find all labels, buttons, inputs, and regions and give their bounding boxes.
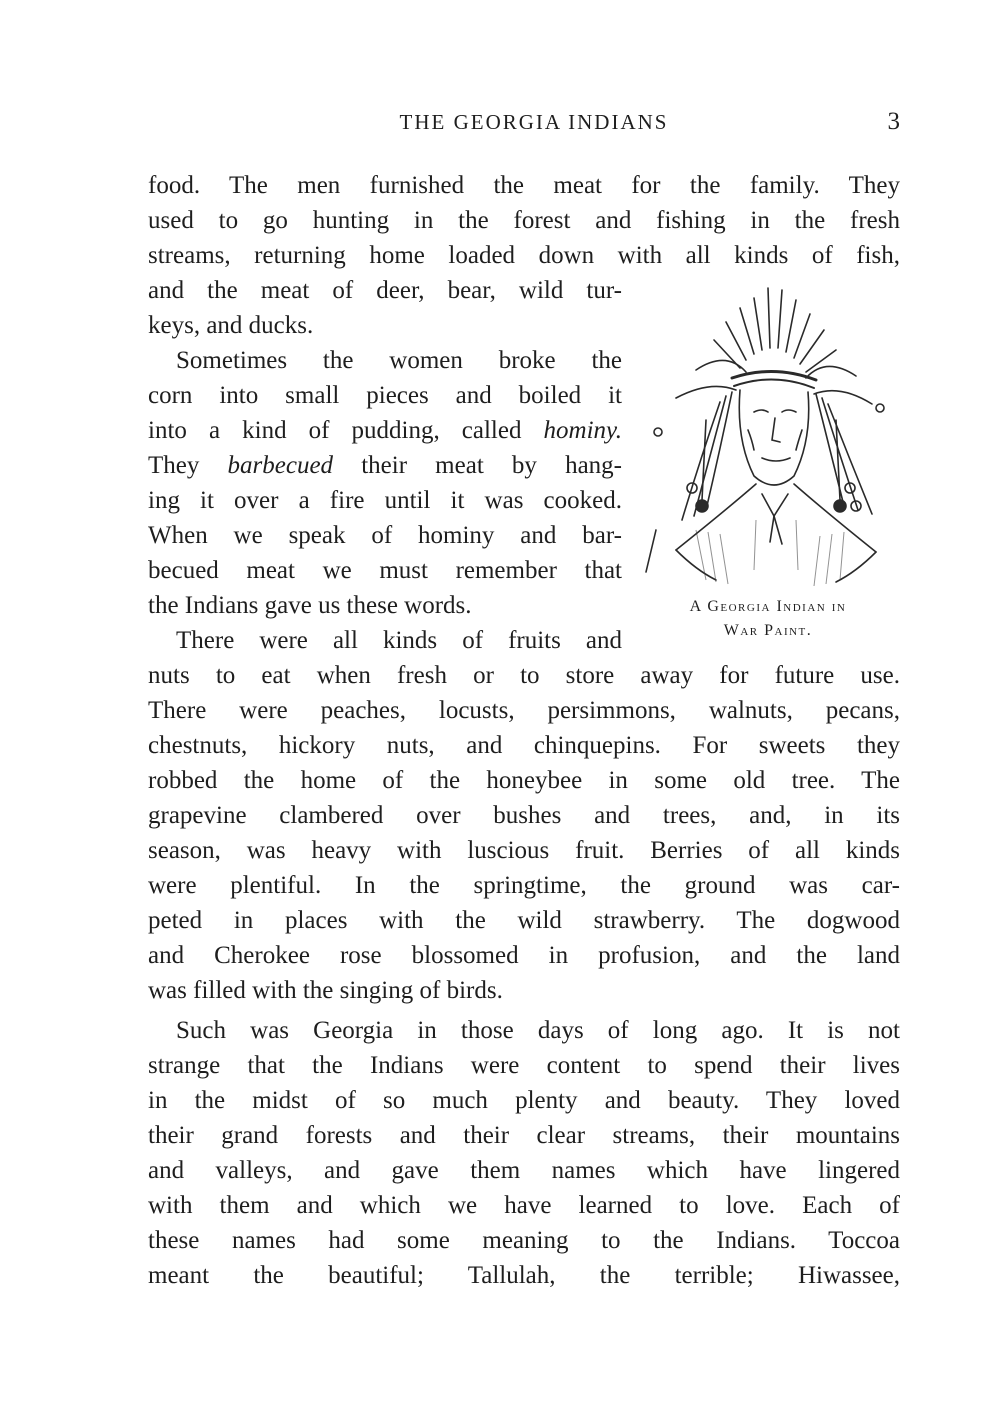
text-line: strange that the Indians were content to spend their lives: [148, 1052, 900, 1079]
text-line: with them and which we have learned to love. Each of: [148, 1192, 900, 1219]
text-line: [148, 413, 622, 448]
illustration-figure: [636, 280, 900, 650]
text-line: keys, and ducks.: [148, 312, 314, 339]
text-line: food. The men furnished the meat for the family. They: [148, 172, 900, 199]
italic-term-hominy: hominy.: [543, 417, 622, 444]
text-line: and valleys, and gave them names which have lingered: [148, 1157, 900, 1184]
text-line: grapevine clambered over bushes and trees, and, in its: [148, 802, 900, 829]
paragraph-start-line: There were all kinds of fruits and: [176, 627, 622, 654]
text-line: and Cherokee rose blossomed in profusion, and the land: [148, 942, 900, 969]
text-line: nuts to eat when fresh or to store away for future use.: [148, 662, 900, 689]
text-span: They: [148, 452, 228, 479]
page-number: 3: [887, 108, 900, 135]
text-line: the Indians gave us these words.: [148, 592, 472, 619]
text-line: used to go hunting in the forest and fishing in the fresh: [148, 207, 900, 234]
text-line: There were peaches, locusts, persimmons, walnuts, pecans,: [148, 697, 900, 724]
text-line: season, was heavy with luscious fruit. Berries of all kinds: [148, 837, 900, 864]
text-line: [148, 448, 622, 483]
text-span: into a kind of pudding, called: [148, 417, 544, 444]
text-line: chestnuts, hickory nuts, and chinquepins. For sweets they: [148, 732, 900, 759]
text-line: streams, returning home loaded down with all kinds of fish,: [148, 242, 900, 269]
figure-caption-line-1: A Georgia Indian in: [689, 598, 847, 615]
text-line: these names had some meaning to the Indians. Toccoa: [148, 1227, 900, 1254]
text-line: becued meat we must remember that: [148, 557, 622, 584]
text-line: their grand forests and their clear streams, their mountains: [148, 1122, 900, 1149]
paragraph-start-line: Such was Georgia in those days of long ago. It is not: [176, 1017, 900, 1044]
text-line: were plentiful. In the springtime, the ground was car-: [148, 872, 900, 899]
text-line: meant the beautiful; Tallulah, the terrible; Hiwassee,: [148, 1262, 900, 1289]
running-title: THE GEORGIA INDIANS: [399, 110, 669, 134]
text-line: was filled with the singing of birds.: [148, 977, 503, 1004]
figure-caption-line-2: War Paint.: [723, 622, 813, 639]
italic-term-barbecued: barbecued: [227, 452, 334, 479]
text-line: in the midst of so much plenty and beauty. They loved: [148, 1087, 900, 1114]
text-line: and the meat of deer, bear, wild tur-: [148, 277, 622, 304]
indian-portrait-illustration: [636, 280, 900, 596]
text-line: robbed the home of the honeybee in some old tree. The: [148, 767, 900, 794]
text-line: ing it over a fire until it was cooked.: [148, 487, 622, 514]
text-span: their meat by hang-: [333, 452, 622, 479]
paragraph-start-line: Sometimes the women broke the: [176, 347, 622, 374]
page-header: [148, 110, 900, 144]
text-line: peted in places with the wild strawberry. The dogwood: [148, 907, 900, 934]
text-line: corn into small pieces and boiled it: [148, 382, 622, 409]
text-line: When we speak of hominy and bar-: [148, 522, 622, 549]
